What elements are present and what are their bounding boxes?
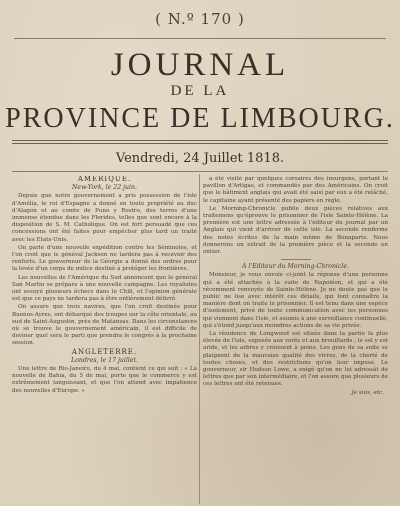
masthead-title-province: PROVINCE DE LIMBOURG. xyxy=(5,103,395,134)
section-dateline-new-york: New-York, le 22 juin. xyxy=(72,184,137,192)
dateline-rule xyxy=(12,171,388,172)
top-rule xyxy=(14,38,386,39)
letter-signature: Je suis, etc. xyxy=(351,389,384,396)
issue-dateline: Vendredi, 24 Juillet 1818. xyxy=(115,151,285,166)
section-dateline-londres: Londres, le 17 juillet. xyxy=(71,356,138,364)
column-divider xyxy=(199,174,200,504)
section-heading-amerique: AMERIQUE. xyxy=(77,176,132,183)
masthead-title-de-la: DE LA xyxy=(170,83,230,99)
letter-paragraph: Monsieur, je vous envoie ci-joint la réponse d'une personne qui a été attachée à la suite de Napoléon, et qui a été récemment renvoyée de Sainte-Hélène. Je ne doute pas que le public ne lise avec intérêt ces détails, qui font connaître la manière dont on traite le prisonnier. Il est tenu dans une espèce d'isolement, privé de toute communication avec les personnes qui viennent dans l'isle, et soumis à une surveillance continuelle, qui s'étend jusqu'aux moindres actions de sa vie privée. xyxy=(203,272,388,329)
section-separator xyxy=(281,259,311,260)
article-paragraph: On assure que trois navires, que l'on croit destinés pour Buenos-Ayres, ont débarqué des troupes sur la côte orientale, au sud de Saint-Augustin, près de Matanzas. Dans les circonstances où se trouve le gouvernement américain, il est difficile de deviner quel sera le parti que prendra le congrès à la prochaine session. xyxy=(12,304,197,347)
masthead-rule xyxy=(12,140,388,141)
section-heading-angleterre: ANGLETERRE. xyxy=(71,347,138,356)
masthead-rule-double xyxy=(12,143,388,144)
masthead-title-journal: JOURNAL xyxy=(110,47,290,83)
article-paragraph: Une lettre de Rio-Janeiro, du 4 mai, contient ce qui suit : « La nouvelle de Bahia, du 5 de mai, porte que le commerce y est extrêmement languissant, et que l'on attend avec impatience des nouvelles d'Europe. » xyxy=(12,366,197,394)
article-paragraph: a été visité par quelques corsaires des insurgens, portant le pavillon d'Artigas, et commandés par des Américains. On croit que le bâtiment anglais qui avait été saisi par eux a été relâché, le capitaine ayant présenté des papiers en règle. xyxy=(203,176,388,204)
letter-paragraph: La résidence de Longwood est située dans la partie la plus élevée de l'isle, exposée aux vents et aux brouillards ; le sol y est aride, et les arbres y croissent à peine. Les gens de sa suite se plaignent de la mauvaise qualité des vivres, de la cherté de toutes choses, et des restrictions qu'on leur impose. Le gouverneur, sir Hudson Lowe, a exigé qu'on ne lui adressât de lettres que par son intermédiaire, et l'on assure que plusieurs de ces lettres ont été retenues. xyxy=(203,331,388,388)
article-paragraph: Depuis que notre gouvernement a pris possession de l'isle d'Amélia, le roi d'Espagne a donné en toute propriété au duc d'Alagon et au comte de Puno y Rostro, des terres d'une immense étendue dans les Florides, telles que sont encore à la disposition de S. M. Catholique. On est fort persuadé que ces concessions ont été faites pour empêcher plus tard un traité avec les Etats-Unis. xyxy=(12,193,197,243)
left-column xyxy=(12,176,197,502)
letter-heading: A l'Editeur du Morning-Chronicle. xyxy=(241,263,349,271)
article-paragraph: Les nouvelles de l'Amérique du Sud annoncent que le général San Martin se prépare à une nouvelle campagne. Les royalistes ont essuyé plusieurs échecs dans le Chili, et l'opinion générale est que ce pays ne tardera pas à être entièrement délivré. xyxy=(12,274,197,303)
right-column xyxy=(203,176,388,502)
article-paragraph: Le Morning-Chronicle publie deux pièces relatives aux traitemens qu'éprouve le prisonnier de l'isle Sainte-Hélène. La première est une lettre adressée à l'éditeur du journal par un Anglais qui vient d'arriver de cette isle. La seconde renferme des notes écrites de la main même de Bonaparte. Nous donnerons un extrait de la première pièce et la seconde en entier. xyxy=(203,205,388,256)
issue-number: ( N.º 170 ) xyxy=(155,10,245,28)
article-paragraph: On parle d'une nouvelle expédition contre les Séminoles, et l'on croit que le général Jackson ne tardera pas à recevoir des renforts. Le gouverneur de la Géorgie a donné des ordres pour la levée d'un corps de milice destiné à protéger les frontières. xyxy=(12,244,197,273)
